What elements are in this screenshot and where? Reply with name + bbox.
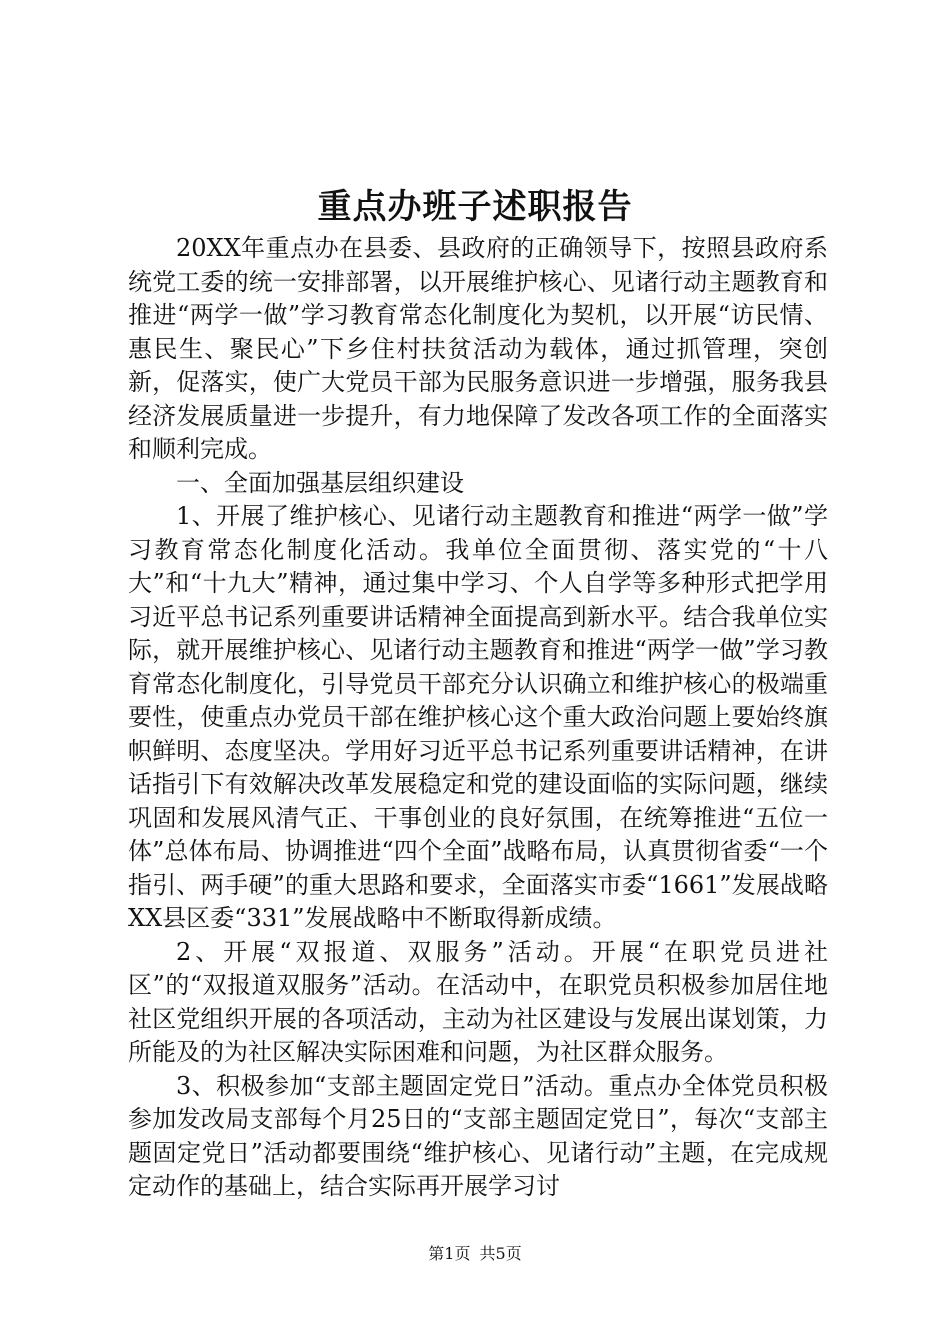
body-paragraph-3: 3、积极参加“支部主题固定党日”活动。重点办全体党员积极参加发改局支部每个月25日的“支部主题固定党日”，每次“支部主题固定党日”活动都要围绕“维护核心、见诸行动”主题，在完成规定动作的基础上，结合实际再开展学习讨 [128,1071,828,1200]
body-paragraph-2: 2、开展“双报道、双服务”活动。开展“在职党员进社区”的“双报道双服务”活动。在活动中，在职党员积极参加居住地社区党组织开展的各项活动，主动为社区建设与发展出谋划策，力所能及的为社区解决实际困难和问题，为社区群众服务。 [128,937,828,1066]
page-total: 共5页 [479,1244,522,1263]
document-body [128,232,828,1204]
body-paragraph-1: 1、开展了维护核心、见诸行动主题教育和推进“两学一做”学习教育常态化制度化活动。我单位全面贯彻、落实党的“十八大”和“十九大”精神，通过集中学习、个人自学等多种形式把学用习近平总书记系列重要讲话精神全面提高到新水平。结合我单位实际，就开展维护核心、见诸行动主题教育和推进“两学一做”学习教育常态化制度化，引导党员干部充分认识确立和维护核心的极端重要性，使重点办党员干部在维护核心这个重大政治问题上要始终旗帜鲜明、态度坚决。学用好习近平总书记系列重要讲话精神，在讲话指引下有效解决改革发展稳定和党的建设面临的实际问题，继续巩固和发展风清气正、干事创业的良好氛围，在统筹推进“五位一体”总体布局、协调推进“四个全面”战略布局，认真贯彻省委“一个指引、两手硬”的重大思路和要求，全面落实市委“1661”发展战略XX县区委“331”发展战略中不断取得新成绩。 [128,502,828,932]
intro-paragraph: 20XX年重点办在县委、县政府的正确领导下，按照县政府系统党工委的统一安排部署，以开展维护核心、见诸行动主题教育和推进“两学一做”学习教育常态化制度化为契机，以开展“访民情、惠民生、聚民心”下乡住村扶贫活动为载体，通过抓管理，突创新，促落实，使广大党员干部为民服务意识进一步增强，服务我县经济发展质量进一步提升，有力地保障了发改各项工作的全面落实和顺利完成。 [128,234,828,463]
document-title: 重点办班子述职报告 [317,187,633,227]
page-footer [0,1242,950,1266]
page-number: 第1页 [428,1244,471,1263]
section-heading: 一、全面加强基层组织建设 [176,468,464,497]
